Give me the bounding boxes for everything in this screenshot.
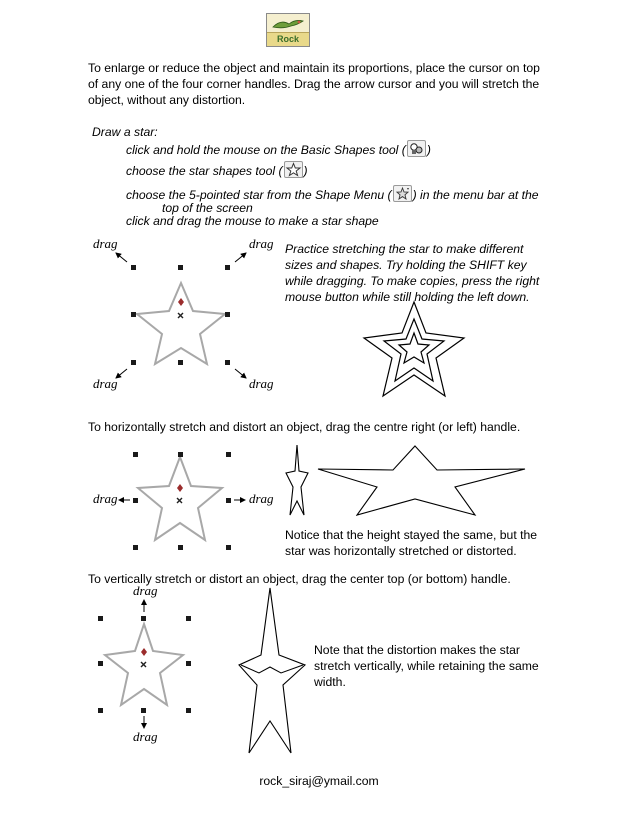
narrow-star <box>286 445 308 515</box>
wide-star-figure <box>315 443 530 518</box>
wide-star <box>318 446 525 515</box>
star-shapes-tool-icon <box>284 161 303 178</box>
rock-logo <box>266 13 310 47</box>
step-3-close: ) in the menu bar at the <box>412 188 539 202</box>
logo-label: Rock <box>267 32 309 46</box>
star-shape <box>137 283 225 364</box>
drag-label-left: drag <box>93 491 118 506</box>
tall-star <box>239 588 305 753</box>
selection-handles <box>133 452 231 550</box>
drag-label-top-right: drag <box>249 236 274 251</box>
middle-star <box>384 319 444 381</box>
center-cross <box>141 662 146 667</box>
center-cross <box>178 313 183 318</box>
center-marker <box>178 298 184 306</box>
outer-star <box>364 302 464 396</box>
tall-star-figure <box>237 585 307 760</box>
step-star-tool <box>126 161 308 179</box>
vertical-stretch-figure <box>90 595 200 730</box>
footer-email: rock_siraj@ymail.com <box>259 774 379 788</box>
drag-label-bottom-right: drag <box>249 376 274 391</box>
drag-label-top-left: drag <box>93 236 118 251</box>
star-shape <box>138 457 222 540</box>
step-1-close: ) <box>426 143 431 157</box>
step-basic-shapes <box>126 140 431 158</box>
bird-icon <box>271 17 305 31</box>
draw-star-heading: Draw a star: <box>92 125 158 139</box>
intro-paragraph: To enlarge or reduce the object and maintain its proportions, place the cursor on top of any one of the four corner handles. Drag the arrow cursor and you will stretch the object, without any distortion. <box>88 61 540 107</box>
inner-star <box>399 333 429 363</box>
shape-menu-icon <box>393 185 412 202</box>
horizontal-heading: To horizontally stretch and distort an object, drag the centre right (or left) handle. <box>88 420 521 434</box>
basic-shapes-tool-icon <box>407 140 426 157</box>
vertical-note: Note that the distortion makes the star stretch vertically, while retaining the same width. <box>314 643 539 689</box>
step-3-text: choose the 5-pointed star from the Shape Menu ( <box>126 188 392 202</box>
horizontal-stretch-figure <box>110 445 260 560</box>
tall-star-inner-line <box>241 665 303 673</box>
step-drag-star: click and drag the mouse to make a star shape <box>126 214 379 228</box>
step-1-text: click and hold the mouse on the Basic Shapes tool ( <box>126 143 406 157</box>
narrow-star-figure <box>283 443 313 518</box>
drag-label-bottom: drag <box>133 729 158 744</box>
center-cross <box>177 498 182 503</box>
horizontal-notice: Notice that the height stayed the same, but the star was horizontally stretched or distorted. <box>285 528 538 558</box>
drag-label-right: drag <box>249 491 274 506</box>
center-marker <box>177 484 183 492</box>
step-2-close: ) <box>303 164 308 178</box>
nested-stars-figure <box>355 300 505 405</box>
step-3-continued: top of the screen <box>162 201 253 215</box>
selection-handles <box>98 616 191 713</box>
center-marker <box>141 648 147 656</box>
practice-paragraph: Practice stretching the star to make different sizes and shapes. Try holding the SHIFT key while dragging. To make copies, press the right mouse button while still holding the left down. <box>285 242 540 304</box>
step-2-text: choose the star shapes tool ( <box>126 164 283 178</box>
vertical-heading: To vertically stretch or distort an object, drag the center top (or bottom) handle. <box>88 572 511 586</box>
drag-label-bottom-left: drag <box>93 376 118 391</box>
drag-label-top: drag <box>133 583 158 598</box>
